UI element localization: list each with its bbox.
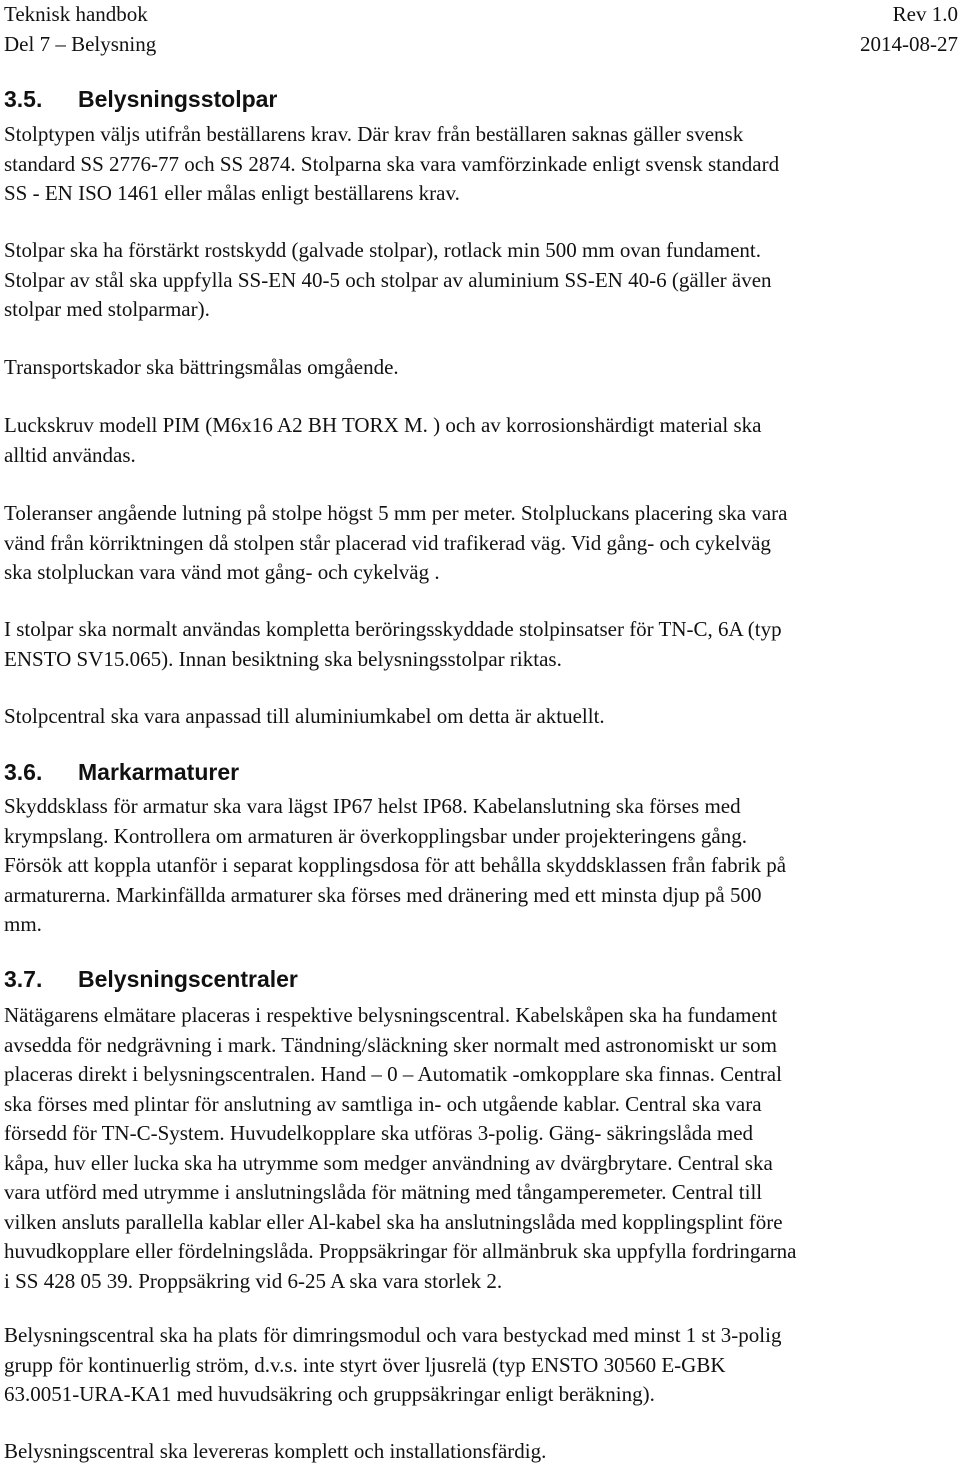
text-line: krympslang. Kontrollera om armaturen är överkopplingsbar under projekteringens gång.	[4, 823, 747, 848]
header-row-bottom	[4, 31, 958, 57]
text-line: Stolptypen väljs utifrån beställarens krav. Där krav från beställaren saknas gäller svensk	[4, 122, 744, 146]
text-line: Stolpcentral ska vara anpassad till aluminiumkabel om detta är aktuellt.	[4, 704, 605, 728]
text-line: vänd från körriktningen då stolpen står placerad vid trafikerad väg. Vid gång- och cykelväg	[4, 530, 771, 555]
text-line: armaturerna. Markinfällda armaturer ska förses med dränering med ett minsta djup på 500	[4, 882, 762, 907]
text-line: ska förses med plintar för anslutning av samtliga in- och utgående kablar. Central ska vara	[4, 1091, 762, 1116]
header-row-top	[4, 1, 958, 27]
text-line: Stolpar av stål ska uppfylla SS-EN 40-5 och stolpar av aluminium SS-EN 40-6 (gäller även	[4, 267, 772, 292]
text-line: Försök att koppla utanför i separat kopplingsdosa för att behålla skyddsklassen från fabrik på	[4, 853, 787, 877]
text-line: Skyddsklass för armatur ska vara lägst IP67 helst IP68. Kabelanslutning ska förses med	[4, 794, 741, 818]
text-line: ENSTO SV15.065). Innan besiktning ska belysningsstolpar riktas.	[4, 646, 562, 671]
text-line: Transportskador ska bättringsmålas omgående.	[4, 355, 399, 379]
paragraph	[4, 499, 960, 588]
paragraph	[4, 792, 960, 940]
text-line: standard SS 2776-77 och SS 2874. Stolparna ska vara vamförzinkade enligt svensk standard	[4, 151, 780, 176]
text-line: vara utförd med utrymme i anslutningslåda för mätning med tångamperemeter. Central till	[4, 1180, 763, 1204]
section-title: Belysningsstolpar	[78, 86, 278, 112]
text-line: stolpar med stolparmar).	[4, 297, 210, 321]
paragraph	[4, 353, 960, 383]
section-number: 3.6.	[4, 759, 43, 785]
text-line: placeras direkt i belysningscentralen. Hand – 0 – Automatik -omkopplare ska finnas. Central	[4, 1062, 782, 1086]
text-line: kåpa, huv eller lucka ska ha utrymme som medger användning av dvärgbrytare. Central ska	[4, 1150, 773, 1175]
paragraph	[4, 236, 960, 325]
text-line: Stolpar ska ha förstärkt rostskydd (galvade stolpar), rotlack min 500 mm ovan fundament.	[4, 238, 761, 262]
paragraph	[4, 702, 960, 732]
revision: Rev 1.0	[892, 2, 958, 26]
text-line: huvudkopplare eller fördelningslåda. Proppsäkringar för allmänbruk ska uppfylla fordringarna	[4, 1239, 797, 1263]
document-part: Del 7 – Belysning	[4, 32, 157, 56]
section-heading-3-6	[4, 758, 239, 786]
document-title: Teknisk handbok	[4, 2, 148, 26]
paragraph	[4, 120, 960, 209]
text-line: Nätägarens elmätare placeras i respektive belysningscentral. Kabelskåpen ska ha fundament	[4, 1003, 778, 1027]
section-heading-3-5	[4, 85, 277, 113]
text-line: Belysningscentral ska levereras komplett och installationsfärdig.	[4, 1439, 547, 1463]
text-line: Luckskruv modell PIM (M6x16 A2 BH TORX M. ) och av korrosionshärdigt material ska	[4, 413, 762, 437]
text-line: Belysningscentral ska ha plats för dimringsmodul och vara bestyckad med minst 1 st 3-polig	[4, 1323, 782, 1347]
section-number: 3.5.	[4, 86, 43, 112]
paragraph	[4, 1321, 960, 1410]
section-title: Belysningscentraler	[78, 966, 298, 992]
text-line: I stolpar ska normalt användas kompletta beröringsskyddade stolpinsatser för TN-C, 6A (typ	[4, 617, 782, 641]
section-title: Markarmaturer	[78, 759, 240, 785]
text-line: alltid användas.	[4, 442, 136, 467]
text-line: Toleranser angående lutning på stolpe högst 5 mm per meter. Stolpluckans placering ska vara	[4, 501, 788, 525]
text-line: försedd för TN-C-System. Huvudelkopplare ska utföras 3-polig. Gäng- säkringslåda med	[4, 1121, 754, 1145]
text-line: mm.	[4, 912, 42, 936]
text-line: SS - EN ISO 1461 eller målas enligt beställarens krav.	[4, 181, 460, 205]
text-line: ska stolpluckan vara vänd mot gång- och cykelväg .	[4, 560, 440, 584]
section-heading-3-7	[4, 965, 298, 993]
paragraph	[4, 1001, 960, 1296]
document-date: 2014-08-27	[860, 32, 958, 56]
paragraph	[4, 1437, 960, 1467]
text-line: grupp för kontinuerlig ström, d.v.s. inte styrt över ljusrelä (typ ENSTO 30560 E-GBK	[4, 1352, 726, 1377]
text-line: i SS 428 05 39. Proppsäkring vid 6-25 A ska vara storlek 2.	[4, 1268, 503, 1293]
text-line: vilken ansluts parallella kablar eller Al-kabel ska ha anslutningslåda med kopplingsplint före	[4, 1209, 783, 1234]
text-line: avsedda för nedgrävning i mark. Tändning/släckning sker normalt med astronomiskt ur som	[4, 1032, 777, 1057]
section-number: 3.7.	[4, 966, 43, 992]
text-line: 63.0051-URA-KA1 med huvudsäkring och gruppsäkringar enligt beräkning).	[4, 1382, 655, 1406]
paragraph	[4, 411, 960, 470]
paragraph	[4, 615, 960, 674]
